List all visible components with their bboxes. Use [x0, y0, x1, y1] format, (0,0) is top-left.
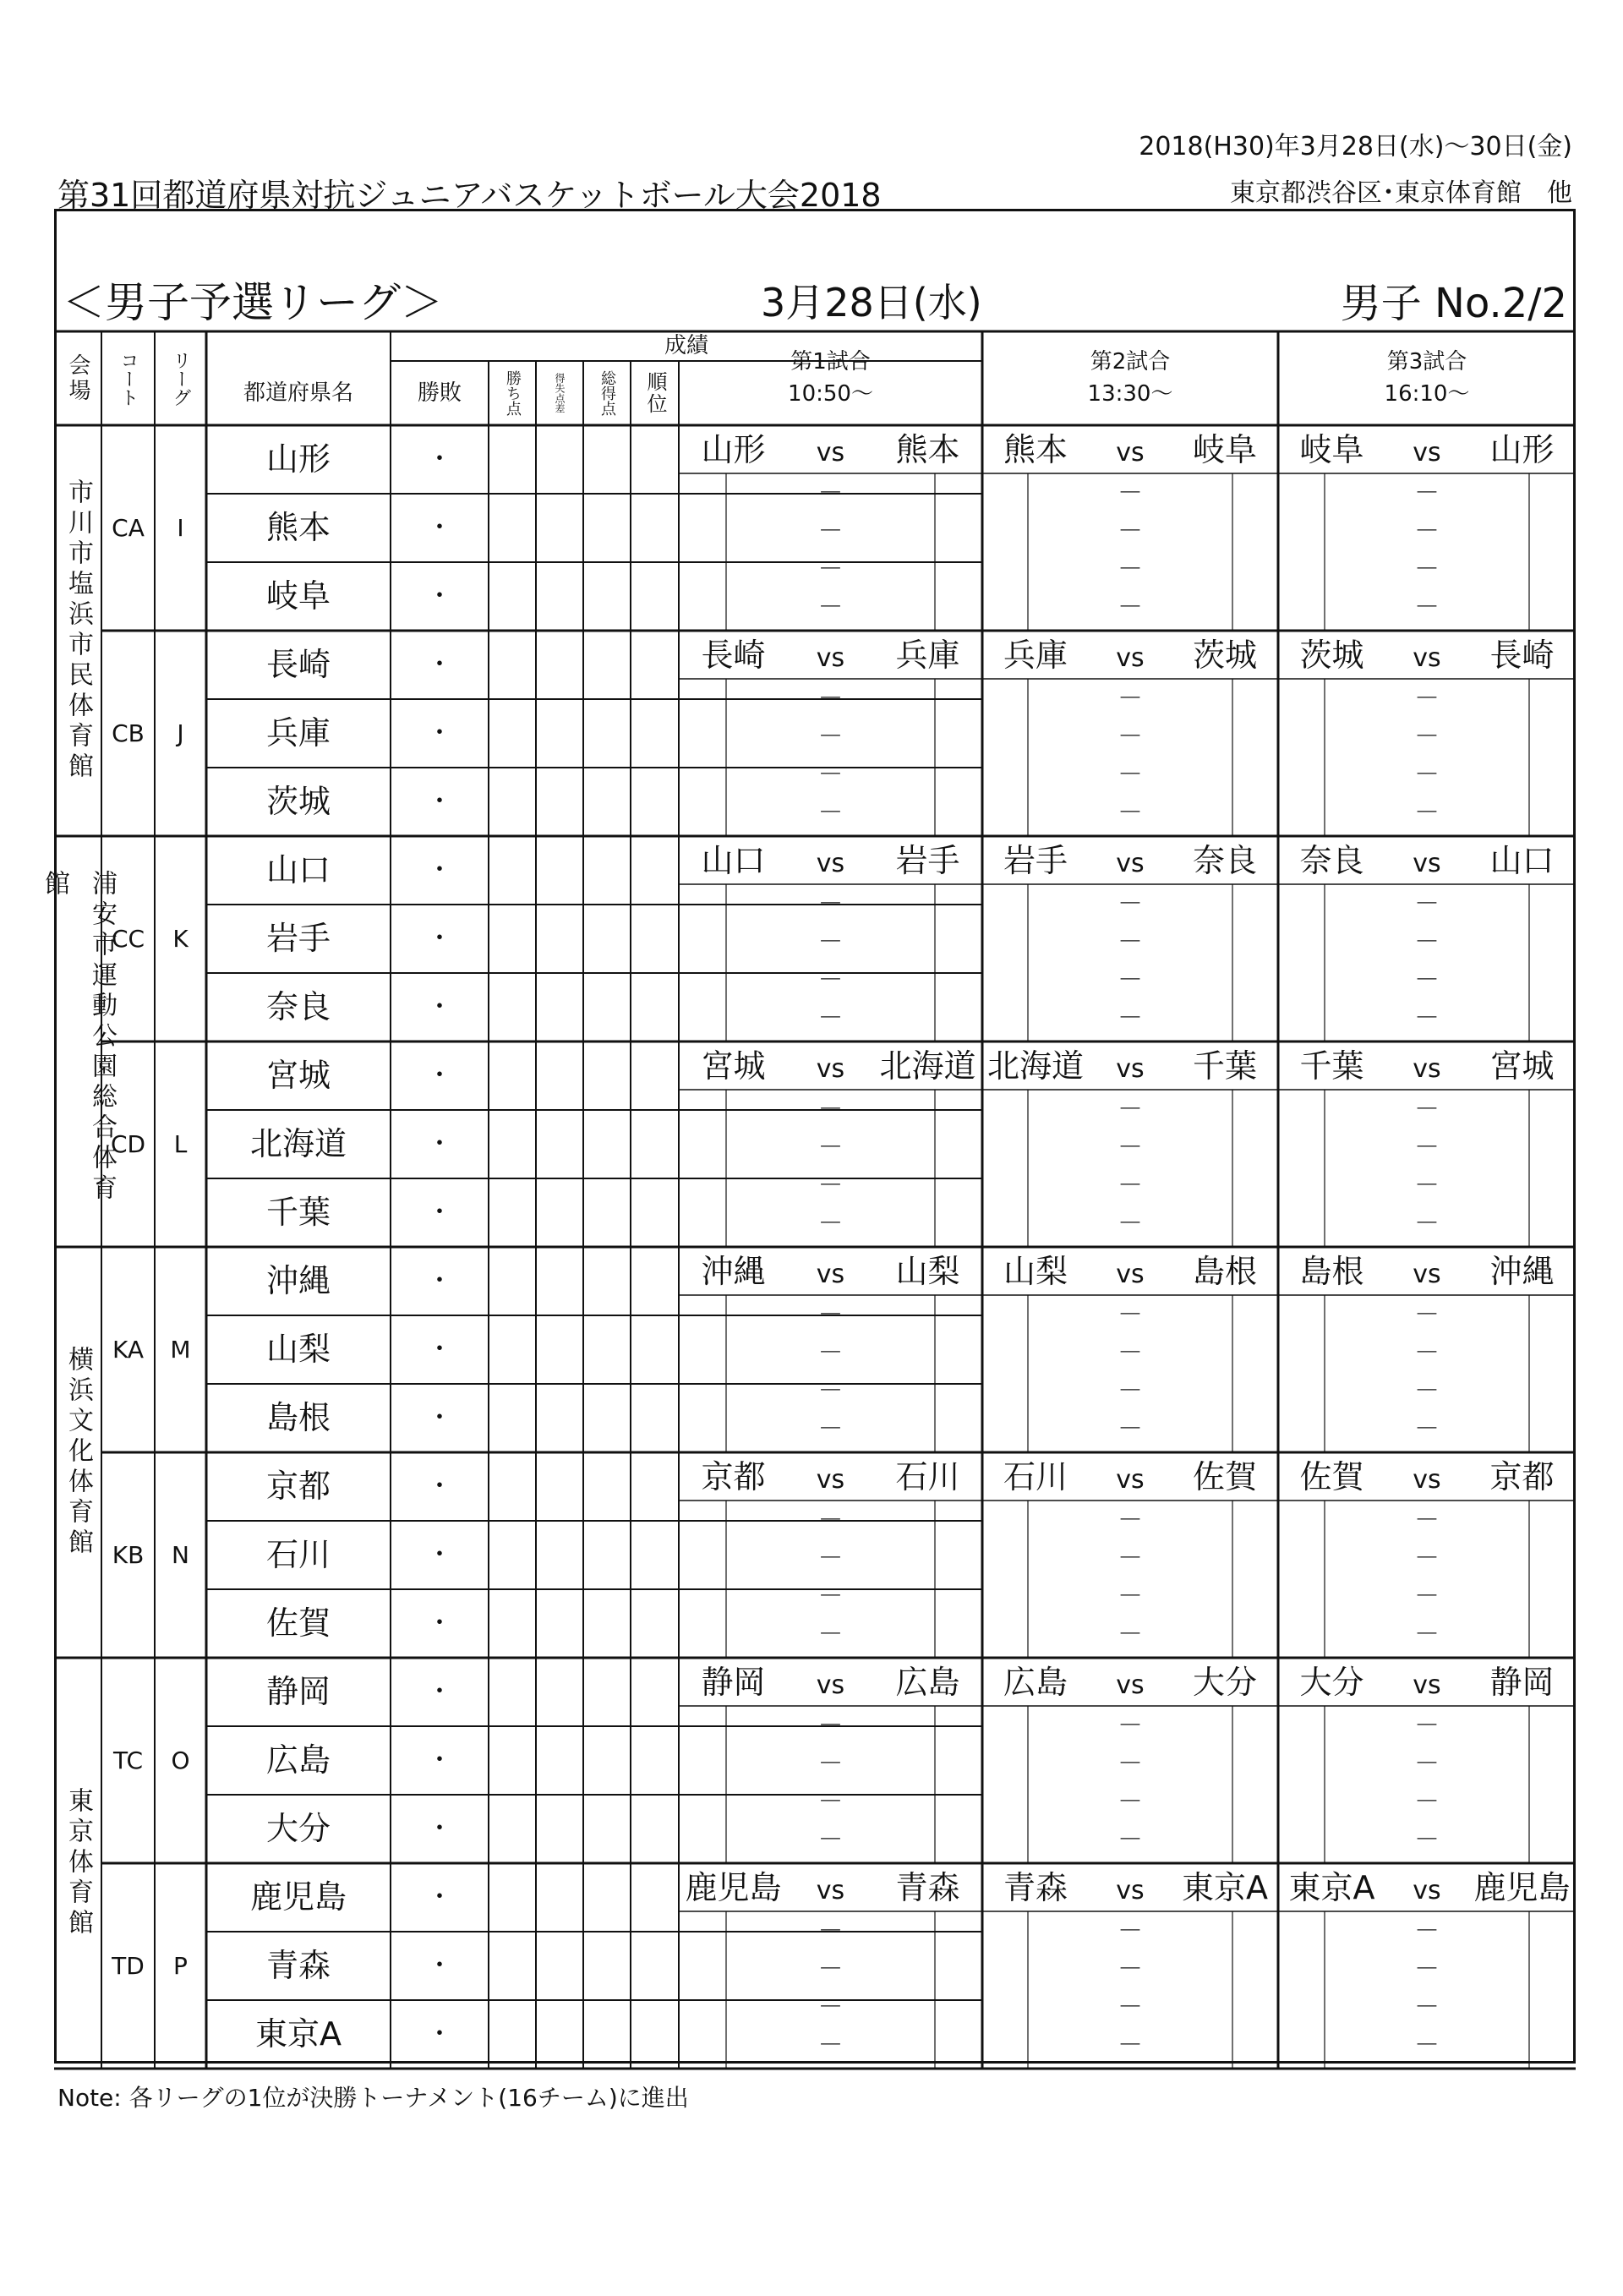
winloss-dot: ・	[427, 1061, 452, 1091]
quarter-score-dash: －	[1414, 889, 1440, 919]
quarter-score-dash: －	[1414, 927, 1440, 957]
league-label: O	[171, 1747, 190, 1774]
quarter-score-dash: －	[1118, 1209, 1143, 1238]
quarter-score-dash: －	[817, 684, 844, 713]
header-game-time-3: 16:10～	[1384, 381, 1470, 407]
match-vs-label: vs	[816, 1465, 845, 1495]
quarter-score-dash: －	[817, 1544, 844, 1573]
quarter-score-dash: －	[1118, 1544, 1143, 1573]
quarter-score-dash: －	[1118, 1506, 1143, 1535]
match-home-team: 佐賀	[1299, 1458, 1364, 1495]
match-vs-label: vs	[1413, 1465, 1441, 1495]
team-name: 石川	[265, 1536, 331, 1573]
quarter-score-dash: －	[1414, 1209, 1440, 1238]
court-label: TC	[112, 1747, 143, 1774]
quarter-score-dash: －	[1118, 1003, 1143, 1033]
match-home-team: 青森	[1003, 1869, 1068, 1906]
quarter-score-dash: －	[817, 555, 844, 584]
quarter-score-dash: －	[1118, 798, 1143, 828]
match-away-team: 静岡	[1489, 1664, 1555, 1701]
quarter-score-dash: －	[1414, 1582, 1440, 1611]
team-name: 鹿児島	[249, 1878, 347, 1916]
quarter-score-dash: －	[1118, 684, 1143, 713]
quarter-score-dash: －	[817, 1300, 844, 1330]
quarter-score-dash: －	[1118, 965, 1143, 995]
winloss-dot: ・	[427, 1951, 452, 1981]
match-home-team: 山梨	[1003, 1253, 1068, 1290]
quarter-score-dash: －	[817, 798, 844, 828]
event-dates: 2018(H30)年3月28日(水)～30日(金)	[1139, 132, 1572, 161]
winloss-dot: ・	[427, 719, 452, 748]
quarter-score-dash: －	[1118, 1171, 1143, 1200]
match-away-team: 山梨	[895, 1253, 960, 1290]
section-date: 3月28日(水)	[761, 280, 982, 325]
quarter-score-dash: －	[817, 965, 844, 995]
match-home-team: 北海道	[986, 1047, 1084, 1085]
header-rank: 順位	[643, 371, 667, 415]
quarter-score-dash: －	[1414, 517, 1440, 546]
match-away-team: 沖縄	[1489, 1253, 1555, 1290]
match-away-team: 兵庫	[895, 637, 960, 674]
winloss-dot: ・	[427, 1335, 452, 1364]
quarter-score-dash: －	[817, 722, 844, 752]
court-label: CC	[111, 925, 145, 953]
quarter-score-dash: －	[1414, 1787, 1440, 1817]
match-home-team: 広島	[1003, 1664, 1068, 1701]
header-pref: 都道府県名	[243, 380, 353, 406]
match-home-team: 兵庫	[1003, 637, 1068, 674]
court-label: CB	[112, 719, 145, 747]
match-vs-label: vs	[1116, 643, 1145, 673]
quarter-score-dash: －	[1414, 722, 1440, 752]
quarter-score-dash: －	[817, 760, 844, 790]
quarter-score-dash: －	[817, 1993, 844, 2022]
quarter-score-dash: －	[1118, 1825, 1143, 1855]
quarter-score-dash: －	[817, 1338, 844, 1368]
quarter-score-dash: －	[1118, 1993, 1143, 2022]
match-away-team: 広島	[895, 1664, 960, 1701]
header-points-diff: 得失点差	[554, 373, 566, 413]
header-venue: 会場	[65, 353, 90, 404]
team-name: 佐賀	[265, 1604, 331, 1642]
winloss-dot: ・	[427, 787, 452, 817]
quarter-score-dash: －	[817, 1620, 844, 1649]
match-away-team: 山口	[1489, 842, 1555, 879]
header-game-time-1: 10:50～	[788, 381, 873, 407]
quarter-score-dash: －	[1118, 1133, 1143, 1162]
quarter-score-dash: －	[1118, 1338, 1143, 1368]
match-vs-label: vs	[1413, 1876, 1441, 1905]
header-total-points: 総得点	[598, 370, 616, 416]
quarter-score-dash: －	[1118, 1954, 1143, 1984]
winloss-dot: ・	[427, 1472, 452, 1501]
quarter-score-dash: －	[817, 1711, 844, 1741]
quarter-score-dash: －	[1414, 1414, 1440, 1444]
quarter-score-dash: －	[817, 1916, 844, 1946]
quarter-score-dash: －	[1414, 1003, 1440, 1033]
quarter-score-dash: －	[1118, 1787, 1143, 1817]
header-game-time-2: 13:30～	[1087, 381, 1173, 407]
match-home-team: 奈良	[1299, 842, 1364, 879]
quarter-score-dash: －	[1118, 927, 1143, 957]
match-home-team: 宮城	[701, 1047, 766, 1085]
quarter-score-dash: －	[1414, 1825, 1440, 1855]
match-vs-label: vs	[1413, 849, 1441, 878]
quarter-score-dash: －	[817, 1414, 844, 1444]
quarter-score-dash: －	[817, 593, 844, 622]
quarter-score-dash: －	[1414, 1749, 1440, 1779]
court-label: KA	[112, 1336, 145, 1364]
team-name: 北海道	[249, 1125, 347, 1162]
team-name: 岩手	[265, 920, 331, 957]
match-home-team: 静岡	[701, 1664, 766, 1701]
quarter-score-dash: －	[1414, 593, 1440, 622]
match-vs-label: vs	[1116, 1876, 1145, 1905]
match-home-team: 島根	[1299, 1253, 1364, 1290]
quarter-score-dash: －	[817, 1095, 844, 1124]
winloss-dot: ・	[427, 1129, 452, 1159]
team-name: 奈良	[265, 988, 331, 1025]
quarter-score-dash: －	[1414, 478, 1440, 508]
header-winloss: 勝敗	[417, 380, 462, 406]
quarter-score-dash: －	[1118, 1749, 1143, 1779]
team-name: 山口	[265, 851, 331, 888]
match-vs-label: vs	[816, 1876, 845, 1905]
section-title: ＜男子予選リーグ＞	[63, 278, 443, 327]
venue-name: 市川市塩浜市民体育館	[63, 478, 93, 783]
match-away-team: 東京A	[1182, 1869, 1268, 1906]
quarter-score-dash: －	[1414, 1095, 1440, 1124]
team-name: 茨城	[265, 783, 331, 820]
header-game-2: 第2試合	[1090, 349, 1171, 374]
header-game-3: 第3試合	[1386, 349, 1467, 374]
team-name: 兵庫	[265, 714, 331, 752]
match-away-team: 長崎	[1489, 637, 1555, 674]
match-away-team: 北海道	[879, 1047, 976, 1085]
match-away-team: 宮城	[1489, 1047, 1555, 1085]
venue-name: 横浜文化体育館	[63, 1346, 93, 1559]
team-name: 広島	[265, 1741, 331, 1779]
match-vs-label: vs	[816, 1260, 845, 1289]
match-vs-label: vs	[1116, 1670, 1145, 1700]
team-name: 宮城	[265, 1057, 331, 1094]
match-home-team: 大分	[1299, 1664, 1364, 1701]
match-vs-label: vs	[1116, 1260, 1145, 1289]
match-away-team: 大分	[1192, 1664, 1257, 1701]
quarter-score-dash: －	[1414, 1544, 1440, 1573]
quarter-score-dash: －	[1118, 1300, 1143, 1330]
winloss-dot: ・	[427, 992, 452, 1022]
quarter-score-dash: －	[817, 1749, 844, 1779]
match-home-team: 山形	[701, 431, 766, 468]
quarter-score-dash: －	[1414, 1993, 1440, 2022]
match-home-team: 長崎	[701, 637, 766, 674]
quarter-score-dash: －	[1118, 1711, 1143, 1741]
document-title: 第31回都道府県対抗ジュニアバスケットボール大会2018	[57, 177, 882, 214]
match-vs-label: vs	[816, 643, 845, 673]
team-name: 東京A	[255, 2015, 342, 2053]
match-vs-label: vs	[1116, 1465, 1145, 1495]
league-label: K	[172, 925, 189, 953]
quarter-score-dash: －	[1414, 555, 1440, 584]
match-away-team: 山形	[1489, 431, 1555, 468]
match-away-team: 岩手	[895, 842, 960, 879]
match-away-team: 熊本	[895, 431, 960, 468]
winloss-dot: ・	[427, 582, 452, 611]
quarter-score-dash: －	[817, 889, 844, 919]
match-away-team: 島根	[1192, 1253, 1257, 1290]
header-win-points: 勝ち点	[504, 370, 522, 416]
match-away-team: 石川	[895, 1458, 960, 1495]
team-name: 沖縄	[265, 1262, 331, 1299]
league-label: P	[173, 1952, 188, 1980]
quarter-score-dash: －	[817, 1787, 844, 1817]
team-name: 京都	[265, 1468, 331, 1505]
match-vs-label: vs	[1116, 438, 1145, 467]
winloss-dot: ・	[427, 1403, 452, 1433]
match-vs-label: vs	[816, 1670, 845, 1700]
league-label: L	[173, 1130, 188, 1158]
match-home-team: 岩手	[1003, 842, 1068, 879]
match-away-team: 佐賀	[1192, 1458, 1257, 1495]
match-vs-label: vs	[816, 1054, 845, 1084]
quarter-score-dash: －	[1118, 1095, 1143, 1124]
match-home-team: 岐阜	[1299, 431, 1364, 468]
quarter-score-dash: －	[817, 1825, 844, 1855]
venue-name: 浦安市運動公園総合体育館	[40, 870, 117, 1205]
quarter-score-dash: －	[1414, 2031, 1440, 2060]
court-label: CD	[110, 1130, 146, 1158]
team-name: 長崎	[265, 646, 331, 683]
match-home-team: 鹿児島	[685, 1869, 782, 1906]
match-vs-label: vs	[1413, 1260, 1441, 1289]
quarter-score-dash: －	[1118, 593, 1143, 622]
team-name: 島根	[265, 1399, 331, 1436]
quarter-score-dash: －	[1118, 1582, 1143, 1611]
venue-name: 東京体育館	[63, 1787, 93, 1939]
match-home-team: 石川	[1003, 1458, 1068, 1495]
quarter-score-dash: －	[817, 1003, 844, 1033]
match-vs-label: vs	[1413, 1054, 1441, 1084]
quarter-score-dash: －	[817, 927, 844, 957]
quarter-score-dash: －	[1118, 517, 1143, 546]
match-home-team: 東京A	[1288, 1869, 1375, 1906]
match-vs-label: vs	[1413, 643, 1441, 673]
winloss-dot: ・	[427, 513, 452, 543]
match-home-team: 沖縄	[701, 1253, 766, 1290]
match-vs-label: vs	[816, 849, 845, 878]
match-vs-label: vs	[1413, 438, 1441, 467]
quarter-score-dash: －	[1414, 1620, 1440, 1649]
winloss-dot: ・	[427, 856, 452, 885]
team-name: 熊本	[265, 509, 331, 546]
match-away-team: 青森	[895, 1869, 960, 1906]
match-home-team: 京都	[701, 1458, 766, 1495]
match-home-team: 山口	[701, 842, 766, 879]
quarter-score-dash: －	[1414, 1506, 1440, 1535]
quarter-score-dash: －	[1414, 965, 1440, 995]
quarter-score-dash: －	[1118, 1620, 1143, 1649]
quarter-score-dash: －	[1414, 1711, 1440, 1741]
court-label: CA	[112, 514, 145, 542]
winloss-dot: ・	[427, 1677, 452, 1707]
page-number: 男子 No.2/2	[1340, 280, 1567, 327]
quarter-score-dash: －	[1118, 760, 1143, 790]
match-away-team: 茨城	[1192, 637, 1257, 674]
winloss-dot: ・	[427, 445, 452, 474]
match-away-team: 岐阜	[1192, 431, 1257, 468]
quarter-score-dash: －	[1414, 760, 1440, 790]
match-home-team: 熊本	[1003, 431, 1068, 468]
quarter-score-dash: －	[1414, 1133, 1440, 1162]
team-name: 山梨	[265, 1331, 331, 1368]
team-name: 大分	[265, 1810, 331, 1847]
quarter-score-dash: －	[1414, 1338, 1440, 1368]
event-venue: 東京都渋谷区･東京体育館 他	[1230, 178, 1572, 208]
quarter-score-dash: －	[817, 1506, 844, 1535]
winloss-dot: ・	[427, 2020, 452, 2049]
quarter-score-dash: －	[1118, 1916, 1143, 1946]
winloss-dot: ・	[427, 1883, 452, 1912]
winloss-dot: ・	[427, 1746, 452, 1775]
quarter-score-dash: －	[1414, 798, 1440, 828]
quarter-score-dash: －	[817, 517, 844, 546]
match-home-team: 千葉	[1299, 1047, 1364, 1085]
quarter-score-dash: －	[817, 1133, 844, 1162]
team-name: 静岡	[265, 1673, 331, 1710]
quarter-score-dash: －	[817, 1209, 844, 1238]
match-away-team: 京都	[1489, 1458, 1555, 1495]
league-label: I	[177, 514, 184, 542]
quarter-score-dash: －	[817, 1376, 844, 1406]
header-record: 成績	[664, 333, 708, 358]
match-away-team: 千葉	[1192, 1047, 1257, 1085]
quarter-score-dash: －	[1118, 722, 1143, 752]
quarter-score-dash: －	[1118, 1414, 1143, 1444]
quarter-score-dash: －	[1414, 1300, 1440, 1330]
quarter-score-dash: －	[817, 478, 844, 508]
header-game-1: 第1試合	[790, 349, 871, 374]
match-vs-label: vs	[1116, 1054, 1145, 1084]
quarter-score-dash: －	[817, 1171, 844, 1200]
winloss-dot: ・	[427, 1540, 452, 1570]
quarter-score-dash: －	[1414, 1376, 1440, 1406]
quarter-score-dash: －	[1414, 1916, 1440, 1946]
match-away-team: 奈良	[1192, 842, 1257, 879]
league-label: M	[170, 1336, 191, 1364]
quarter-score-dash: －	[1118, 478, 1143, 508]
quarter-score-dash: －	[1118, 889, 1143, 919]
winloss-dot: ・	[427, 1266, 452, 1296]
court-label: TD	[112, 1952, 145, 1980]
winloss-dot: ・	[427, 1609, 452, 1638]
quarter-score-dash: －	[1118, 2031, 1143, 2060]
footnote: Note: 各リーグの1位が決勝トーナメント(16チーム)に進出	[57, 2084, 689, 2112]
winloss-dot: ・	[427, 924, 452, 954]
team-name: 岐阜	[265, 577, 331, 615]
team-name: 青森	[265, 1947, 331, 1984]
quarter-score-dash: －	[1414, 1171, 1440, 1200]
header-league: リーグ	[170, 350, 191, 407]
winloss-dot: ・	[427, 1198, 452, 1227]
team-name: 山形	[265, 440, 331, 478]
quarter-score-dash: －	[1118, 1376, 1143, 1406]
quarter-score-dash: －	[817, 1582, 844, 1611]
court-label: KB	[112, 1541, 145, 1569]
match-away-team: 鹿児島	[1473, 1869, 1571, 1906]
match-home-team: 茨城	[1299, 637, 1364, 674]
quarter-score-dash: －	[1118, 555, 1143, 584]
winloss-dot: ・	[427, 650, 452, 680]
quarter-score-dash: －	[1414, 1954, 1440, 1984]
quarter-score-dash: －	[817, 2031, 844, 2060]
quarter-score-dash: －	[817, 1954, 844, 1984]
match-vs-label: vs	[1116, 849, 1145, 878]
winloss-dot: ・	[427, 1814, 452, 1844]
match-vs-label: vs	[1413, 1670, 1441, 1700]
team-name: 千葉	[265, 1194, 331, 1231]
header-court: コート	[117, 350, 139, 407]
quarter-score-dash: －	[1414, 684, 1440, 713]
match-vs-label: vs	[816, 438, 845, 467]
league-label: N	[172, 1541, 189, 1569]
league-label: J	[177, 719, 184, 747]
